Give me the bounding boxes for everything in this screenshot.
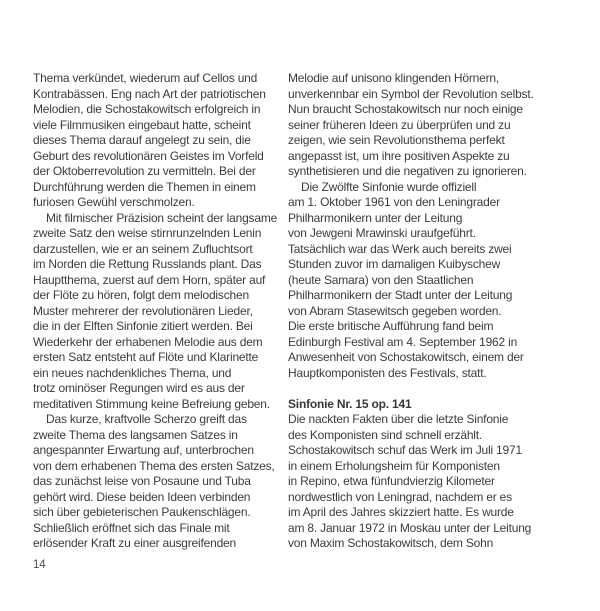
text-line: Anwesenheit von Schostakowitsch, einem der [288, 350, 524, 364]
text-line: des Komponisten sind schnell erzählt. [288, 427, 483, 442]
text-line: im Norden die Rettung Russlands plant. Das [33, 257, 262, 271]
text-column-left [33, 71, 279, 552]
paragraph [288, 71, 538, 180]
text-line: Muster mehrerer der revolutionären Lieder, [33, 303, 253, 318]
text-line: Schließlich eröffnet sich das Finale mit [33, 520, 230, 535]
text-line: am 8. Januar 1972 in Moskau unter der Leitung [288, 520, 532, 535]
text-line: Mit filmischer Präzision scheint der langsame [46, 210, 278, 225]
text-line: Schostakowitsch schuf das Werk im Juli 1971 [288, 443, 522, 457]
page-number: 14 [33, 559, 46, 571]
text-line: dieses Thema darauf angelegt zu sein, die [33, 133, 251, 147]
paragraph [33, 211, 279, 413]
paragraph [288, 180, 538, 382]
text-line: Hauptthema, zuerst auf dem Horn, später auf [33, 272, 266, 287]
text-line: viele Filmmusiken eingebaut hatte, scheint [33, 117, 251, 132]
text-line: Sinfonie Nr. 15 op. 141 [288, 396, 412, 411]
text-line: Kontrabässen. Eng nach Art der patriotischen [33, 86, 266, 101]
text-line: darzustellen, wie er an seinem Zufluchtsort [33, 241, 253, 256]
text-line: von Maxim Schostakowitsch, dem Sohn [288, 536, 494, 550]
paragraph [33, 71, 279, 211]
text-line: Philharmonikern unter der Leitung [288, 210, 463, 225]
text-line: trotz ominöser Regungen wird es aus der [33, 381, 245, 395]
text-line: zweite Satz den weise stirnrunzelnden Lenin [33, 226, 262, 240]
text-line: (heute Samara) von den Staatlichen [288, 272, 474, 287]
text-line: furiosen Gewühl verschmolzen. [33, 195, 195, 209]
text-line: zeigen, wie sein Revolutionsthema perfekt [288, 133, 505, 147]
text-line: ersten Satz entsteht auf Flöte und Klarinette [33, 350, 259, 364]
text-line: Die erste britische Aufführung fand beim [288, 319, 494, 333]
text-line: der Oktoberrevolution zu vermitteln. Bei der [33, 164, 256, 178]
text-line: Thema verkündet, wiederum auf Cellos und [33, 71, 258, 85]
text-line: das zunächst leise von Posaune und Tuba [33, 474, 251, 488]
text-line: von Jewgeni Mrawinski uraufgeführt. [288, 226, 476, 240]
text-line: Durchführung werden die Themen in einem [33, 179, 256, 194]
text-line: Das kurze, kraftvolle Scherzo greift das [46, 412, 247, 426]
text-line: gehört wird. Diese beiden Ideen verbinden [33, 489, 251, 504]
paragraph-spacer [288, 381, 538, 397]
text-line: seiner früheren Ideen zu überprüfen und zu [288, 117, 511, 132]
text-line: Melodien, die Schostakowitsch erfolgreich in [33, 102, 261, 116]
text-line: angepasst ist, um ihre positiven Aspekte zu [288, 148, 510, 163]
paragraph [288, 412, 538, 552]
text-line: von dem erhabenen Thema des ersten Satzes, [33, 458, 275, 473]
text-line: Nun braucht Schostakowitsch nur noch einige [288, 102, 523, 116]
paragraph [33, 412, 279, 552]
text-line: von Abram Stasewitsch gegeben worden. [288, 303, 502, 318]
two-column-text-layout [33, 71, 538, 552]
text-line: am 1. Oktober 1961 von den Leningrader [288, 195, 500, 209]
text-line: Geburt des revolutionären Geistes im Vorfeld [33, 148, 264, 163]
text-line: in einem Erholungsheim für Komponisten [288, 458, 500, 473]
text-line: synthetisieren und die negativen zu ignorieren. [288, 164, 527, 178]
text-line: Melodie auf unisono klingenden Hörnern, [288, 71, 500, 85]
text-line: nordwestlich von Leningrad, nachdem er es [288, 489, 512, 504]
text-line: Die Zwölfte Sinfonie wurde offiziell [301, 179, 477, 194]
text-line: angespannter Erwartung auf, unterbrochen [33, 443, 254, 457]
text-line: meditativen Stimmung keine Befreiung geben. [33, 396, 270, 411]
text-line: in Repino, etwa fünfundvierzig Kilometer [288, 474, 495, 488]
text-line: die in der Elften Sinfonie zitiert werden. Bei [33, 319, 253, 333]
text-line: Tatsächlich war das Werk auch bereits zwei [288, 241, 512, 256]
text-line: der Flöte zu hören, folgt dem melodischen [33, 288, 249, 302]
text-line: erlösender Kraft zu einer ausgreifenden [33, 536, 236, 550]
text-line: sich über gebieterischen Paukenschlägen. [33, 505, 251, 519]
text-line: Edinburgh Festival am 4. September 1962 in [288, 334, 518, 349]
text-line: Die nackten Fakten über die letzte Sinfonie [288, 412, 509, 426]
text-line: Wiederkehr der erhabenen Melodie aus dem [33, 334, 263, 349]
text-line: ein neues nachdenkliches Thema, und [33, 365, 232, 380]
text-line: Hauptkomponisten des Festivals, statt. [288, 365, 487, 380]
text-line: Stunden zuvor im damaligen Kuibyschew [288, 257, 501, 271]
section-heading [288, 397, 538, 413]
text-line: unverkennbar ein Symbol der Revolution selbst. [288, 86, 534, 101]
text-line: im April des Jahres skizziert hatte. Es wurde [288, 505, 514, 519]
text-line: zweite Thema des langsamen Satzes in [33, 427, 238, 442]
text-line: Philharmonikern der Stadt unter der Leitung [288, 288, 513, 302]
text-column-right [288, 71, 538, 552]
